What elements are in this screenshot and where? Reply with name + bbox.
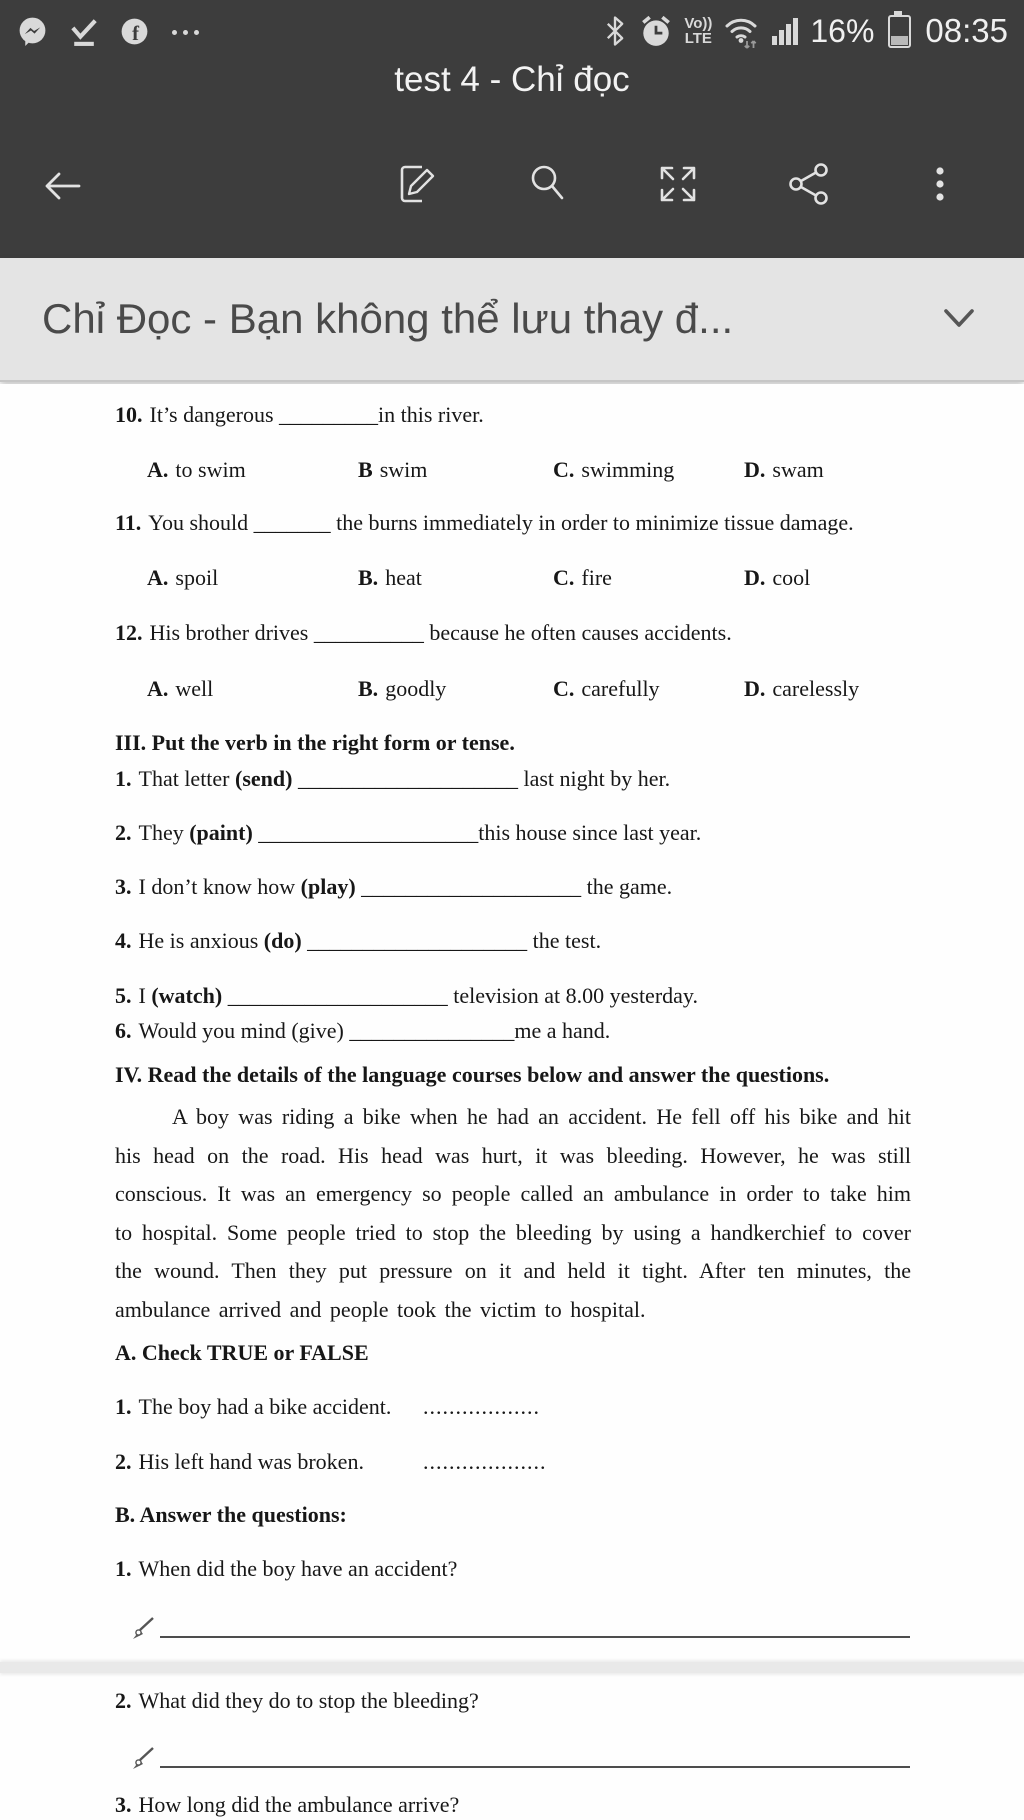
battery-icon <box>888 15 911 48</box>
overflow-menu-button[interactable] <box>916 160 964 208</box>
question-10-options <box>147 455 912 485</box>
fullscreen-icon <box>654 160 702 208</box>
question-11-options <box>147 563 912 593</box>
verb-item-3: 3. I don’t know how (play) ____________________ the game. <box>115 874 673 899</box>
section-iii-heading: III. Put the verb in the right form or tense. <box>115 730 515 755</box>
answer-dots: .................. <box>423 1394 540 1419</box>
share-button[interactable] <box>785 160 833 208</box>
app-header <box>0 0 1024 258</box>
question-number: 11. <box>115 510 142 535</box>
question-number: 12. <box>115 620 143 645</box>
true-false-item-2: 2. His left hand was broken. ................... <box>115 1447 912 1477</box>
toolbar <box>0 120 1024 258</box>
volte-line1: Vo)) <box>684 15 713 32</box>
fullscreen-button[interactable] <box>654 160 702 208</box>
bluetooth-icon <box>602 13 628 49</box>
question-12-options <box>147 674 912 704</box>
signal-icon <box>772 17 798 45</box>
answer-dots: ................... <box>423 1449 547 1474</box>
page-separator <box>0 1662 1024 1673</box>
pen-icon <box>128 1612 158 1642</box>
question-10 <box>115 400 912 430</box>
edit-document-icon <box>392 160 440 208</box>
svg-text:f: f <box>132 22 139 45</box>
page-title: test 4 - Chỉ đọc <box>394 60 630 99</box>
answer-question-1: 1. When did the boy have an accident? <box>115 1556 458 1581</box>
answer-underline <box>160 1766 910 1768</box>
option-c: C. fire <box>553 565 612 590</box>
answer-line-2 <box>128 1736 910 1772</box>
true-false-item-1: 1. The boy had a bike accident. .................. <box>115 1392 912 1422</box>
option-a: A. well <box>147 676 214 701</box>
option-b: B. goodly <box>358 676 447 701</box>
alarm-icon <box>638 13 674 49</box>
question-text: His brother drives __________ because he often causes accidents. <box>149 620 732 645</box>
question-11 <box>115 508 912 538</box>
search-button[interactable] <box>523 160 571 208</box>
status-bar <box>0 0 1024 62</box>
option-a: A. spoil <box>147 565 219 590</box>
option-b: B swim <box>358 457 428 482</box>
answer-underline <box>160 1636 910 1638</box>
section-iv-heading: IV. Read the details of the language courses below and answer the questions. <box>115 1062 830 1087</box>
part-b-heading: B. Answer the questions: <box>115 1502 347 1527</box>
volte-icon <box>684 16 712 46</box>
option-c: C. carefully <box>553 676 660 701</box>
back-button[interactable] <box>34 162 86 210</box>
option-d: D. carelessly <box>744 676 860 701</box>
verb-item-1: 1. That letter (send) ____________________ last night by her. <box>115 766 671 791</box>
facebook-icon <box>118 15 151 48</box>
option-a: A. to swim <box>147 457 246 482</box>
verb-item-5: 5. I (watch) ____________________ television at 8.00 yesterday. <box>115 983 698 1008</box>
question-number: 10. <box>115 402 143 427</box>
part-a-heading: A. Check TRUE or FALSE <box>115 1340 369 1365</box>
wifi-icon <box>722 12 762 50</box>
clock-text: 08:35 <box>925 12 1008 49</box>
option-d: D. cool <box>744 565 811 590</box>
messenger-icon <box>16 15 49 48</box>
question-text: You should _______ the burns immediately in order to minimize tissue damage. <box>148 510 854 535</box>
answer-line-1 <box>128 1606 910 1642</box>
back-arrow-icon <box>34 162 86 210</box>
edit-button[interactable] <box>392 160 440 208</box>
option-d: D. swam <box>744 457 824 482</box>
verb-item-4: 4. He is anxious (do) ____________________ the test. <box>115 928 602 953</box>
share-icon <box>785 160 833 208</box>
chevron-down-icon[interactable] <box>936 302 982 336</box>
answer-question-3: 3. How long did the ambulance arrive? <box>115 1792 460 1817</box>
question-12 <box>115 618 912 648</box>
verb-item-2: 2. They (paint) ____________________this house since last year. <box>115 820 702 845</box>
notification-icons <box>16 15 202 48</box>
document-page <box>0 384 1024 1820</box>
pen-icon <box>128 1742 158 1772</box>
option-c: C. swimming <box>553 457 675 482</box>
download-done-icon <box>67 15 100 48</box>
readonly-banner[interactable] <box>0 258 1024 382</box>
reading-passage: A boy was riding a bike when he had an accident. He fell off his bike and hit his head on the road. His head was hurt, it was bleeding. However, he was still conscious. It was an emergency so people called an ambulance in order to take him to hospital. Some people tried to stop the bleeding by using a handkerchief to cover the wound. Then they put pressure on it and held it tight. After ten minutes, the ambulance arrived and people took the victim to hospital. <box>115 1104 911 1322</box>
option-b: B. heat <box>358 565 422 590</box>
readonly-banner-text: Chỉ Đọc - Bạn không thể lưu thay đ... <box>42 295 734 342</box>
more-notifications-icon <box>169 22 202 40</box>
question-text: It’s dangerous _________in this river. <box>149 402 484 427</box>
search-icon <box>523 160 571 208</box>
volte-line2: LTE <box>684 30 712 47</box>
answer-question-2: 2. What did they do to stop the bleeding? <box>115 1688 479 1713</box>
system-icons <box>602 12 1008 50</box>
battery-percent: 16% <box>810 12 875 49</box>
overflow-menu-icon <box>916 160 964 208</box>
verb-item-6: 6. Would you mind (give) _______________me a hand. <box>115 1018 611 1043</box>
